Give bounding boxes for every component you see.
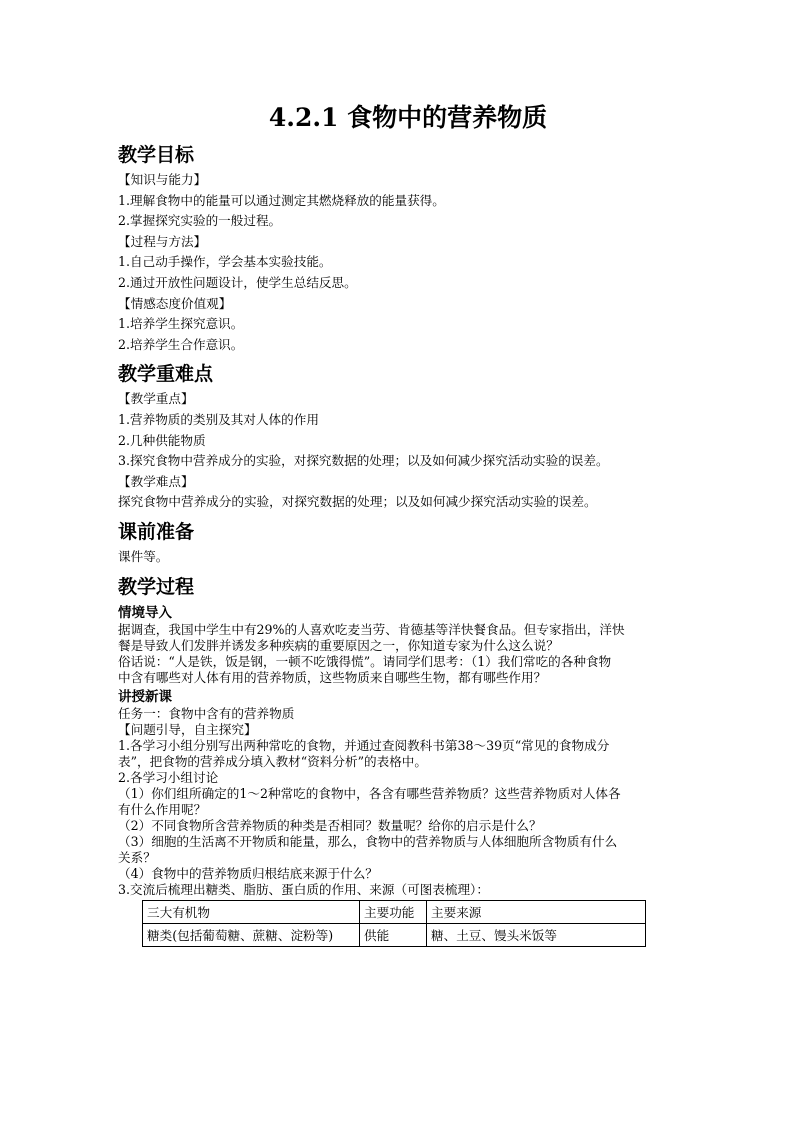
paragraph-line: 关系？ bbox=[118, 849, 156, 865]
list-item: 2.通过开放性问题设计，使学生总结反思。 bbox=[118, 274, 357, 290]
paragraph-line: 俗话说：“人是铁，饭是钢，一顿不吃饿得慌”。请同学们思考：（1）我们常吃的各种食物 bbox=[118, 653, 612, 669]
label-attitude: 【情感态度价值观】 bbox=[118, 295, 232, 311]
paragraph-line: 3.交流后梳理出糖类、脂肪、蛋白质的作用、来源（可图表梳理）： bbox=[118, 881, 489, 897]
page-title: 4.2.1 食物中的营养物质 bbox=[268, 103, 548, 132]
table-cell: 供能 bbox=[360, 923, 427, 946]
list-item: 2.培养学生合作意识。 bbox=[118, 336, 244, 352]
table-cell: 糖、土豆、馒头米饭等 bbox=[427, 923, 646, 946]
subheading-intro: 情境导入 bbox=[118, 604, 172, 621]
paragraph-line: 【问题引导，自主探究】 bbox=[118, 721, 257, 737]
table-header-cell: 主要功能 bbox=[360, 900, 427, 923]
paragraph-line: 1.各学习小组分别写出两种常吃的食物，并通过查阅教科书第38～39页“常见的食物成分 bbox=[118, 737, 610, 753]
paragraph-line: 有什么作用呢？ bbox=[118, 801, 207, 817]
subheading-new-lesson: 讲授新课 bbox=[118, 688, 172, 705]
label-process: 【过程与方法】 bbox=[118, 233, 207, 249]
label-knowledge: 【知识与能力】 bbox=[118, 172, 207, 187]
paragraph-line: 据调查，我国中学生中有29%的人喜欢吃麦当劳、肯德基等洋快餐食品。但专家指出，洋快 bbox=[118, 621, 625, 637]
list-item: 1.培养学生探究意识。 bbox=[118, 316, 244, 332]
table-header-row bbox=[143, 900, 646, 923]
paragraph-line: 中含有哪些对人体有用的营养物质，这些物质来自哪些生物，都有哪些作用？ bbox=[118, 669, 547, 685]
list-item: 1.理解食物中的能量可以通过测定其燃烧释放的能量获得。 bbox=[118, 192, 445, 208]
table-cell: 糖类(包括葡萄糖、蔗糖、淀粉等) bbox=[143, 923, 360, 946]
paragraph-line: 表”，把食物的营养成分填入教材“资料分析”的表格中。 bbox=[118, 753, 427, 769]
paragraph-line: 餐是导致人们发胖并诱发多种疾病的重要原因之一，你知道专家为什么这么说？ bbox=[118, 637, 559, 653]
paragraph-preparation: 课件等。 bbox=[118, 548, 169, 564]
table-header-cell: 三大有机物 bbox=[143, 900, 360, 923]
paragraph-line: （3）细胞的生活离不开物质和能量，那么，食物中的营养物质与人体细胞所含物质有什么 bbox=[118, 833, 618, 849]
heading-preparation: 课前准备 bbox=[118, 520, 195, 543]
list-item: 2.掌握探究实验的一般过程。 bbox=[118, 213, 282, 229]
heading-objectives: 教学目标 bbox=[118, 144, 195, 166]
list-item: 1.自己动手操作，学会基本实验技能。 bbox=[118, 254, 332, 270]
paragraph-line: 任务一：食物中含有的营养物质 bbox=[118, 705, 295, 721]
paragraph-line: （2）不同食物所含营养物质的种类是否相同？数量呢？给你的启示是什么？ bbox=[118, 817, 542, 833]
document-page bbox=[118, 96, 658, 947]
list-item: 3.探究食物中营养成分的实验，对探究数据的处理；以及如何减少探究活动实验的误差。 bbox=[118, 453, 609, 469]
paragraph-line: （4）食物中的营养物质归根结底来源于什么？ bbox=[118, 865, 378, 881]
list-item: 1.营养物质的类别及其对人体的作用 bbox=[118, 411, 319, 427]
table-header-cell: 主要来源 bbox=[427, 900, 646, 923]
paragraph-line: （1）你们组所确定的1～2种常吃的食物中，各含有哪些营养物质？这些营养物质对人体各 bbox=[118, 785, 621, 801]
heading-process: 教学过程 bbox=[118, 575, 195, 598]
paragraph-difficult: 探究食物中营养成分的实验，对探究数据的处理；以及如何减少探究活动实验的误差。 bbox=[118, 494, 597, 510]
label-key: 【教学重点】 bbox=[118, 391, 194, 407]
table-row bbox=[143, 923, 646, 946]
label-difficult: 【教学难点】 bbox=[118, 473, 194, 489]
nutrient-table bbox=[142, 900, 646, 947]
paragraph-line: 2.各学习小组讨论 bbox=[118, 769, 219, 785]
heading-key-points: 教学重难点 bbox=[118, 363, 214, 386]
list-item: 2.几种供能物质 bbox=[118, 432, 206, 448]
